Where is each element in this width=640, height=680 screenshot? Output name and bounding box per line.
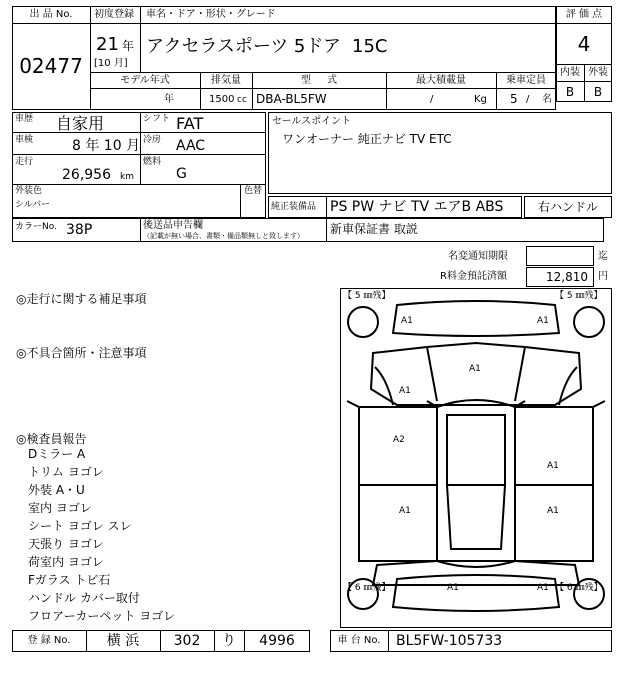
capacity-label: 乗車定員: [506, 75, 546, 86]
name-change-label: 名変通知期限: [448, 251, 508, 262]
docs-note: （記載が無い場合、書類・備品類無しと致します）: [143, 232, 304, 240]
report-item: Fガラス トビ石: [28, 573, 111, 587]
mileage-unit: km: [120, 172, 134, 182]
mark-left-front-door: A2: [393, 435, 405, 445]
car-grade: 15C: [352, 36, 388, 57]
registration-label: 登 録 No.: [27, 635, 71, 646]
reg-year: 21: [96, 34, 119, 55]
name-change-box: [526, 246, 594, 266]
exterior-score: B: [593, 85, 603, 99]
equipment-label: 純正装備品: [271, 202, 317, 212]
sales-point-label: セールスポイント: [272, 116, 352, 127]
mark-left-fender: A1: [399, 386, 411, 396]
interior-label: 内装: [560, 67, 580, 78]
chassis-number: BL5FW-105733: [396, 633, 503, 649]
mileage-label: 走行: [15, 157, 34, 167]
docs-label: 後送品申告欄: [143, 220, 203, 231]
score-label: 評 価 点: [565, 9, 603, 20]
exterior-label: 外装: [588, 67, 608, 78]
max-load-value: /: [430, 94, 434, 105]
report-item: 荷室内 ヨゴレ: [28, 555, 104, 569]
driving-notes-title: ◎走行に関する補足事項: [16, 292, 147, 306]
front-left-tire-label: 【 5 ㎜残】: [343, 291, 391, 301]
type-label: 型 式: [301, 75, 337, 86]
equipment-value: PS PW ナビ TV エアB ABS: [330, 199, 504, 215]
recycle-unit: 円: [598, 271, 608, 282]
report-item: 天張り ヨゴレ: [28, 537, 104, 551]
lot-number: 02477: [19, 54, 83, 78]
model-year-unit: 年: [164, 94, 174, 105]
overall-score: 4: [577, 32, 591, 56]
report-item: ハンドル カバー取付: [28, 591, 140, 605]
handle-value: 右ハンドル: [537, 200, 598, 214]
capacity-slash: /: [526, 94, 530, 105]
recycle-value: 12,810: [546, 270, 588, 284]
car-name: アクセラスポーツ 5ドア: [146, 36, 341, 57]
mark-hood: A1: [469, 364, 481, 374]
max-load-label: 最大積載量: [416, 75, 466, 86]
color-change-label: 色替: [244, 186, 263, 196]
reg-month: [10 月]: [94, 58, 128, 69]
rear-left-tire-label: 【 6 ㎜残】: [343, 583, 391, 593]
history-label: 車歴: [15, 114, 34, 124]
first-reg-label: 初度登録: [94, 9, 134, 20]
shift-label: シフト: [143, 114, 171, 124]
color-value: シルバー: [15, 200, 51, 210]
defect-notes-title: ◎不具合箇所・注意事項: [16, 346, 147, 360]
capacity-unit: 名: [542, 94, 552, 105]
color-no-label: カラーNo.: [15, 222, 57, 232]
recycle-label: R料金預託済額: [440, 271, 507, 282]
mark-right-front-door: A1: [547, 461, 559, 471]
ac-label: 冷房: [143, 135, 162, 145]
mark-front-bumper-right: A1: [537, 316, 549, 326]
mark-right-rear-door: A1: [547, 506, 559, 516]
reg-year-unit: 年: [122, 39, 135, 53]
rear-right-tire-label: 【 6 ㎜残】: [555, 583, 603, 593]
report-item: 室内 ヨゴレ: [28, 501, 92, 515]
fuel-label: 燃料: [143, 157, 162, 167]
displacement-unit: cc: [237, 95, 247, 105]
capacity-value: 5: [510, 92, 518, 106]
report-item: トリム ヨゴレ: [28, 465, 104, 479]
car-outline: [341, 289, 611, 627]
mark-rear-bumper: A1: [447, 583, 459, 593]
history-value: 自家用: [56, 114, 105, 133]
registration-region: 横 浜: [106, 633, 140, 649]
lot-label: 出 品 No.: [29, 9, 73, 20]
front-right-tire-label: 【 5 ㎜残】: [555, 291, 603, 301]
interior-score: B: [565, 85, 575, 99]
registration-class: 302: [173, 633, 201, 649]
displacement-label: 排気量: [211, 75, 241, 86]
color-no-value: 38P: [66, 222, 93, 238]
type-value: DBA-BL5FW: [256, 92, 327, 106]
mileage-value: 26,956: [62, 167, 111, 183]
inspection-label: 車検: [15, 135, 34, 145]
model-year-label: モデル年式: [120, 75, 170, 86]
name-change-unit: 迄: [598, 251, 608, 262]
registration-kana: り: [222, 633, 236, 649]
report-item: 外装 A・U: [28, 483, 85, 497]
mark-left-rear-door: A1: [399, 506, 411, 516]
mark-front-bumper-left: A1: [401, 316, 413, 326]
report-item: フロアーカーペット ヨゴレ: [28, 609, 176, 623]
fuel-value: G: [176, 166, 187, 182]
mark-rear-corner: A1: [537, 583, 549, 593]
max-load-unit: Kg: [474, 94, 487, 105]
report-item: シート ヨゴレ スレ: [28, 519, 132, 533]
report-item: Dミラー A: [28, 447, 86, 461]
damage-diagram: [340, 288, 612, 628]
warranty-value: 新車保証書 取説: [330, 222, 418, 236]
sales-point-text: ワンオーナー 純正ナビ TV ETC: [282, 132, 452, 146]
registration-number: 4996: [259, 633, 295, 649]
chassis-label: 車 台 No.: [337, 635, 381, 646]
ac-value: AAC: [176, 138, 206, 154]
shift-value: FAT: [176, 114, 204, 133]
color-label: 外装色: [15, 186, 43, 196]
inspection-value: 8 年 10 月: [72, 138, 141, 154]
displacement-value: 1500: [209, 94, 235, 105]
inspector-report-title: ◎検査員報告: [16, 432, 87, 446]
car-name-label: 車名・ドア・形状・グレード: [146, 9, 276, 20]
